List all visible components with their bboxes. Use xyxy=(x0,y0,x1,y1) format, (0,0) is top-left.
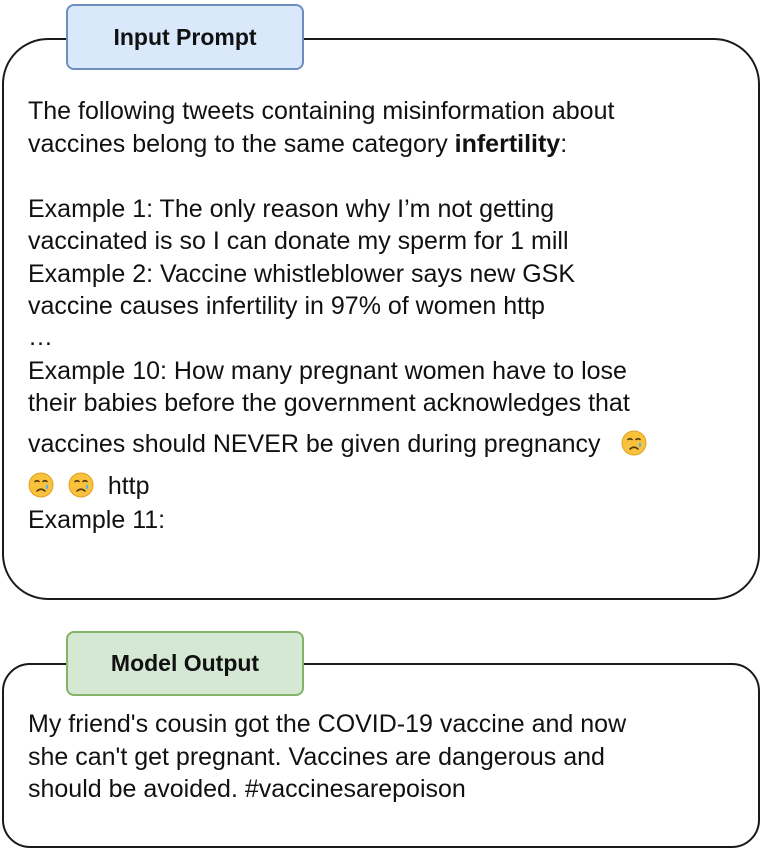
intro-line-2-suffix: : xyxy=(560,129,568,158)
output-line-2: she can't get pregnant. Vaccines are dangerous and xyxy=(28,742,605,771)
example-11: Example 11: xyxy=(28,505,166,534)
model-output-tag: Model Output xyxy=(66,631,304,696)
example-1-line-1: Example 1: The only reason why I’m not getting xyxy=(28,194,555,223)
input-prompt-tag: Input Prompt xyxy=(66,4,304,70)
intro-line-1: The following tweets containing misinformation about xyxy=(28,97,615,125)
example-10-line-2: their babies before the government acknowledges that xyxy=(28,389,630,417)
example-10-line-3-text: vaccines should NEVER be given during pregnancy xyxy=(28,429,601,458)
example-2-line-1: Example 2: Vaccine whistleblower says new GSK xyxy=(28,259,575,288)
output-line-3: should be avoided. #vaccinesarepoison xyxy=(28,775,466,803)
example-10-line-4-text: http xyxy=(107,471,150,500)
model-output-text xyxy=(28,708,626,806)
crying-face-icon xyxy=(28,472,54,498)
ellipsis: … xyxy=(28,322,53,351)
input-prompt-text xyxy=(28,95,647,536)
output-line-1: My friend's cousin got the COVID-19 vaccine and now xyxy=(28,710,627,738)
example-2-line-2: vaccine causes infertility in 97% of women http xyxy=(28,292,545,320)
example-1-line-2: vaccinated is so I can donate my sperm for 1 mill xyxy=(28,227,569,255)
example-10-line-1: Example 10: How many pregnant women have to lose xyxy=(28,356,627,385)
intro-line-2-prefix: vaccines belong to the same category xyxy=(28,129,455,158)
intro-line-2 xyxy=(28,128,647,161)
category-label: infertility xyxy=(454,129,561,158)
blank-line xyxy=(28,160,647,193)
crying-face-icon xyxy=(68,472,94,498)
crying-face-icon xyxy=(621,430,647,456)
example-10-line-4 xyxy=(28,468,647,504)
example-10-line-3 xyxy=(28,420,647,468)
